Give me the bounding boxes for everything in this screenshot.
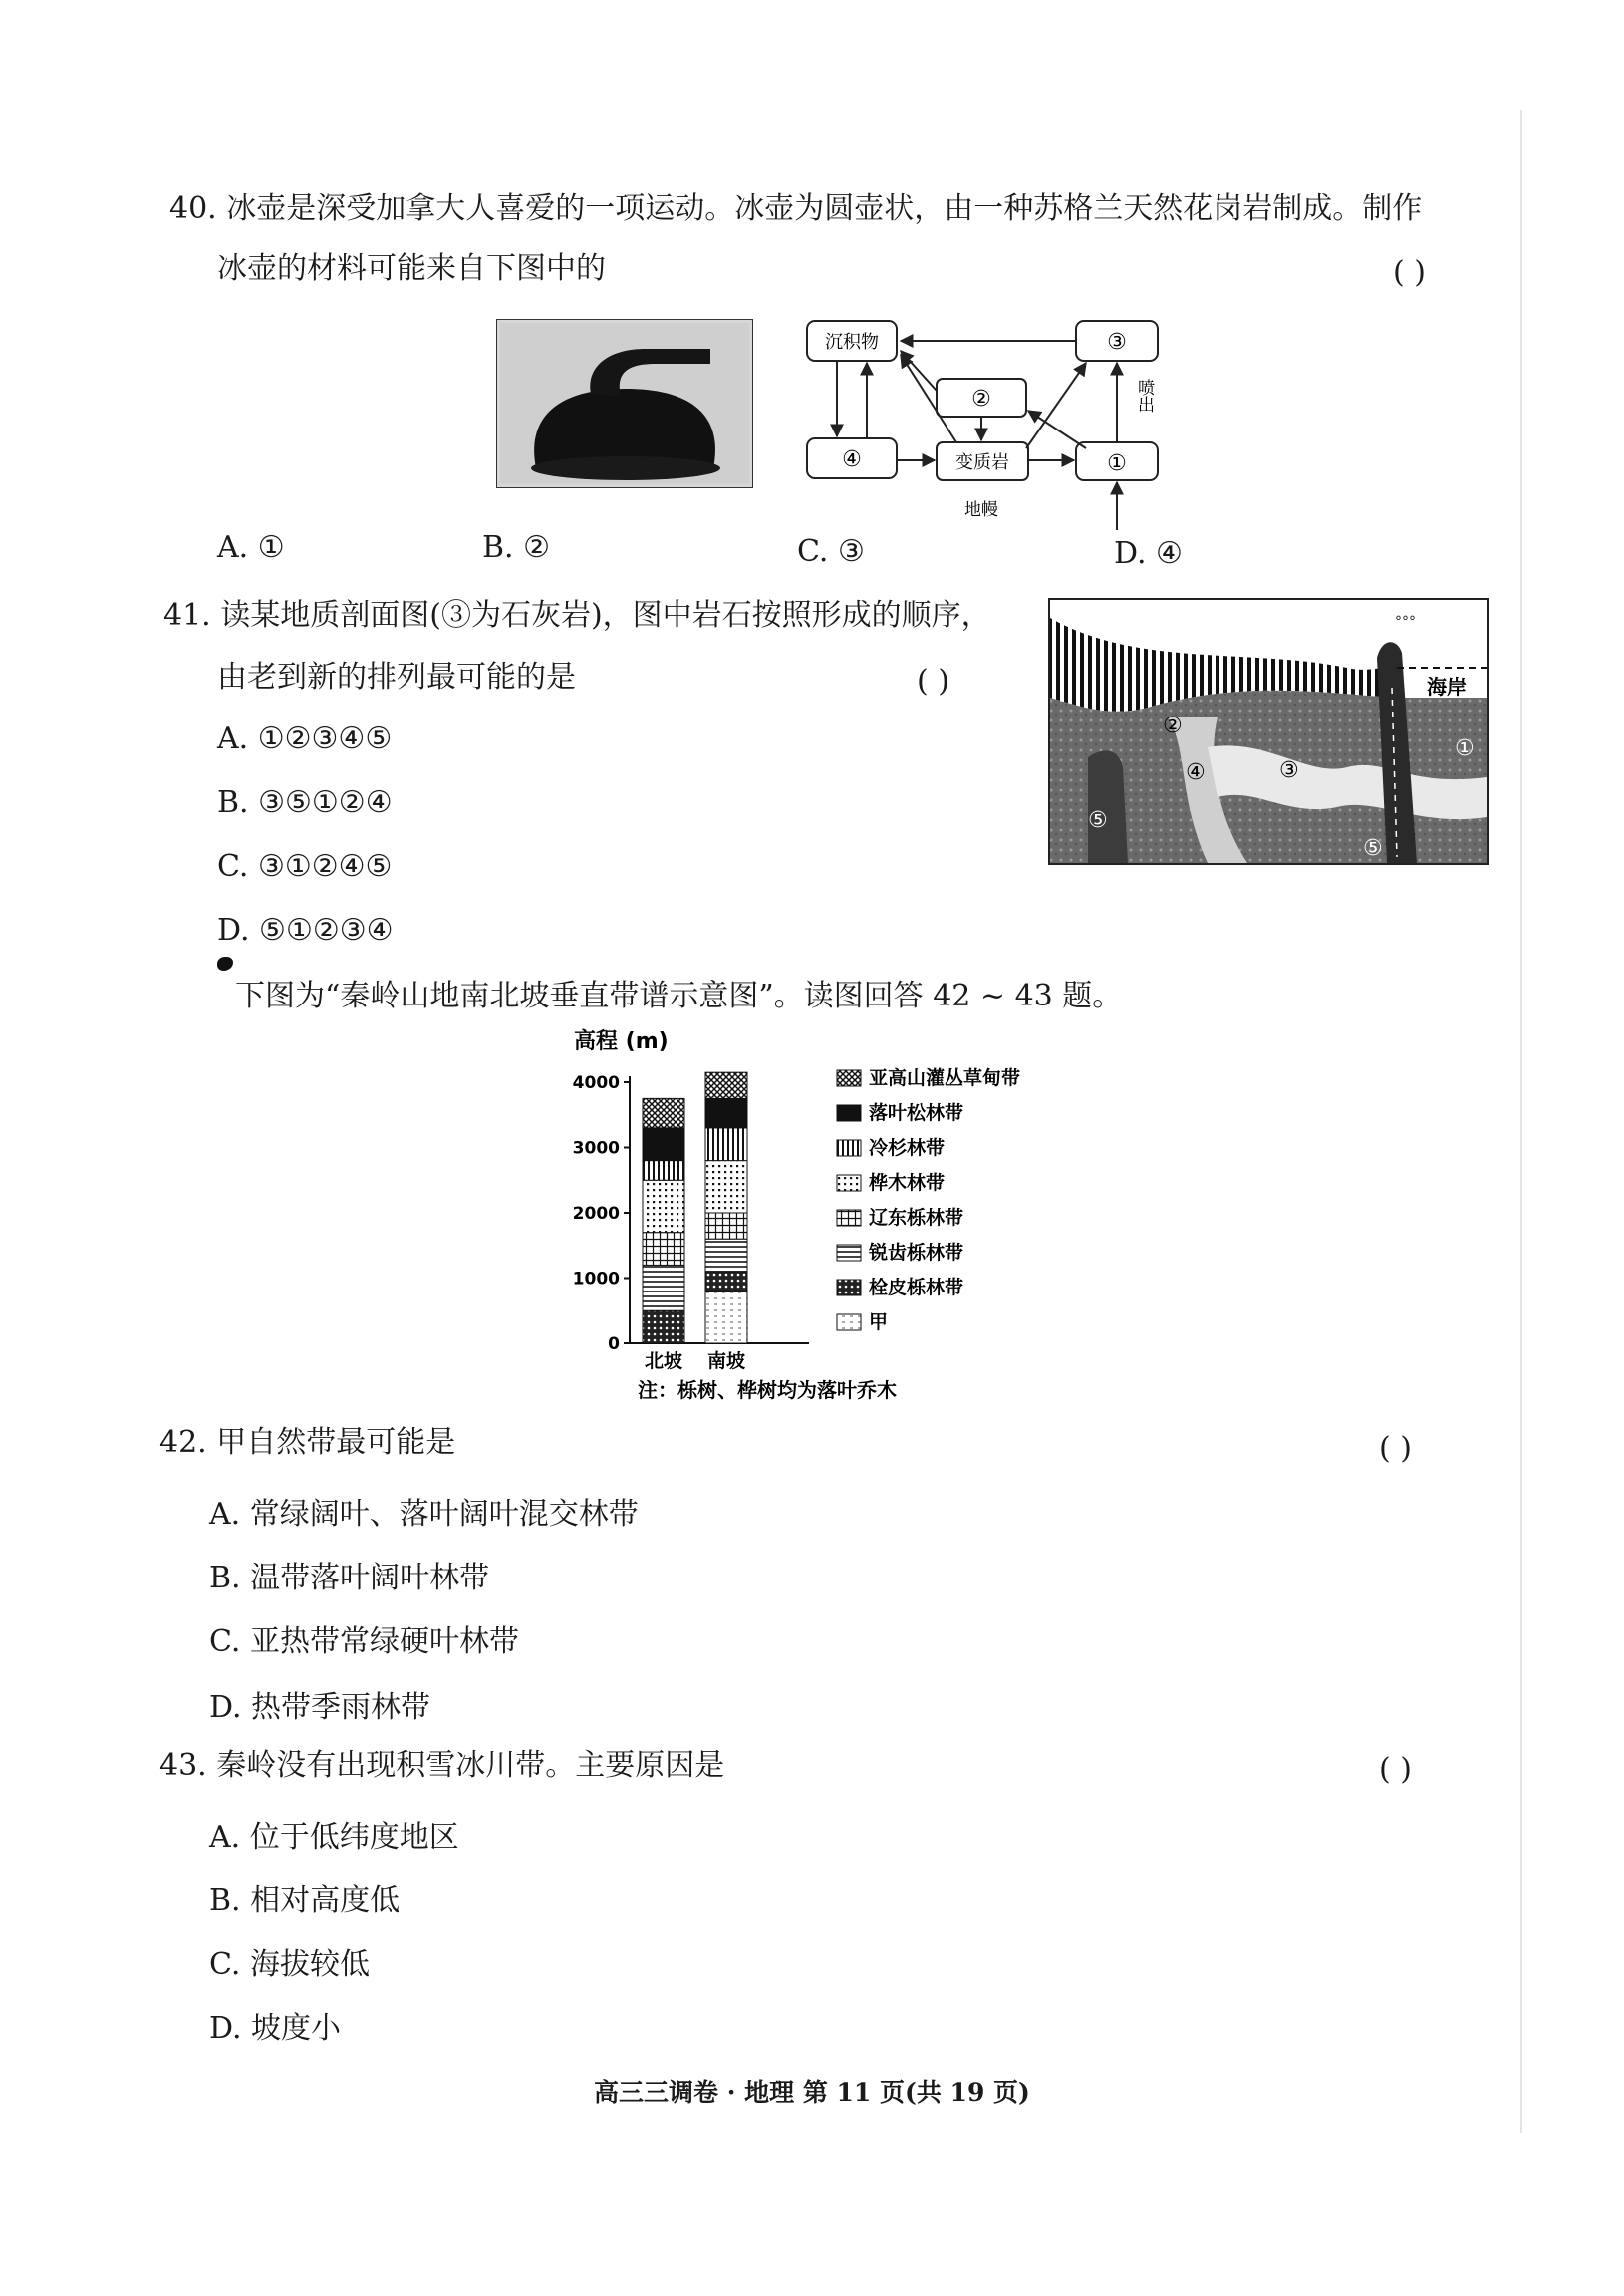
bar-segment (705, 1128, 747, 1161)
svg-text:°°°: °°° (1395, 614, 1416, 630)
q41-stem-line2: 由老到新的排列最可能的是 (217, 660, 576, 695)
legend-label: 栓皮栎林带 (869, 1277, 964, 1298)
q41-option-a[interactable]: A. ①②③④⑤ (217, 721, 393, 756)
q41-option-b[interactable]: B. ③⑤①②④ (217, 785, 393, 820)
bar-segment (643, 1233, 684, 1266)
y-tick-label: 0 (608, 1334, 620, 1354)
bar-segment (705, 1239, 747, 1272)
y-tick-label: 3000 (572, 1138, 620, 1159)
q43-answer-bracket: ( ) (1379, 1752, 1412, 1787)
label-rock2: ② (971, 387, 991, 412)
label-rock4: ④ (842, 447, 862, 472)
x-category-label: 北坡 (644, 1350, 683, 1372)
section-label-5-left: ⑤ (1088, 808, 1108, 833)
bar-segment (643, 1161, 684, 1181)
bar-segment (643, 1128, 684, 1161)
vertical-zonation-chart (538, 1026, 1136, 1405)
legend-label: 甲 (869, 1311, 889, 1333)
q43-option-d[interactable]: D. 坡度小 (209, 2011, 342, 2046)
bar-segment (705, 1098, 747, 1127)
section-label-3: ③ (1279, 758, 1299, 783)
q41-stem-line1: 41. 读某地质剖面图(③为石灰岩)，图中岩石按照形成的顺序， (163, 598, 991, 633)
q43-option-c[interactable]: C. 海拔较低 (209, 1947, 370, 1982)
legend-swatch (837, 1314, 861, 1330)
x-category-label: 南坡 (706, 1350, 746, 1372)
bar-segment (705, 1292, 747, 1343)
bar-segment (705, 1272, 747, 1292)
legend-label: 亚高山灌丛草甸带 (869, 1067, 1021, 1089)
section-label-4: ④ (1186, 760, 1206, 785)
legend-label: 锐齿栎林带 (869, 1242, 964, 1264)
q43-stem: 43. 秦岭没有出现积雪冰川带。主要原因是 (159, 1748, 725, 1783)
chart-y-axis-label: 高程 (m) (574, 1029, 669, 1054)
bar-segment (643, 1098, 684, 1127)
section-label-5-right: ⑤ (1363, 836, 1383, 861)
curling-stone-photo (496, 319, 753, 488)
legend-swatch (837, 1140, 861, 1156)
q43-option-b[interactable]: B. 相对高度低 (209, 1883, 401, 1918)
y-tick-label: 2000 (572, 1204, 620, 1224)
legend-label: 落叶松林带 (869, 1102, 964, 1124)
q42-answer-bracket: ( ) (1379, 1431, 1412, 1466)
q42-stem: 42. 甲自然带最可能是 (159, 1425, 456, 1460)
bar-segment (643, 1180, 684, 1232)
q40-option-d[interactable]: D. ④ (1114, 536, 1183, 571)
legend-label: 桦木林带 (869, 1172, 946, 1194)
legend-swatch (837, 1070, 861, 1086)
q42-option-c[interactable]: C. 亚热带常绿硬叶林带 (209, 1624, 519, 1659)
q41-option-d[interactable]: D. ⑤①②③④ (217, 913, 394, 948)
legend-swatch (837, 1280, 861, 1295)
q40-option-a[interactable]: A. ① (217, 530, 285, 565)
label-rock1: ① (1107, 451, 1127, 476)
q40-option-c[interactable]: C. ③ (797, 534, 865, 569)
q42-option-b[interactable]: B. 温带落叶阔叶林带 (209, 1561, 490, 1595)
q42-option-a[interactable]: A. 常绿阔叶、落叶阔叶混交林带 (209, 1497, 639, 1532)
label-coast: 海岸 (1427, 675, 1467, 699)
bar-segment (705, 1072, 747, 1098)
legend-swatch (837, 1245, 861, 1261)
q41-answer-bracket: ( ) (917, 664, 949, 699)
q40-stem-line2: 冰壶的材料可能来自下图中的 (217, 251, 606, 286)
rock-cycle-diagram (797, 311, 1176, 540)
bar-segment (705, 1161, 747, 1213)
bar-segment (643, 1265, 684, 1310)
q40-option-b[interactable]: B. ② (482, 530, 551, 565)
q40-stem-line1: 40. 冰壶是深受加拿大人喜爱的一项运动。冰壶为圆壶状，由一种苏格兰天然花岗岩制成。制作 (169, 191, 1423, 226)
y-tick-label: 4000 (572, 1073, 620, 1093)
chart-note: 注：栎树、桦树均为落叶乔木 (638, 1378, 897, 1402)
y-tick-label: 1000 (572, 1269, 620, 1290)
label-sediment: 沉积物 (825, 332, 879, 353)
page-edge-shadow (1520, 110, 1522, 2133)
q41-option-c[interactable]: C. ③①②④⑤ (217, 849, 393, 884)
page-footer: 高三三调卷 · 地理 第 11 页(共 19 页) (594, 2078, 1030, 2107)
bar-segment (705, 1213, 747, 1239)
label-metamorphic: 变质岩 (955, 452, 1009, 473)
bar-segment (643, 1310, 684, 1343)
section-label-1: ① (1455, 736, 1475, 761)
legend-swatch (837, 1175, 861, 1191)
legend-label: 冷杉林带 (869, 1137, 946, 1159)
label-magma: 地幔 (964, 500, 998, 520)
intro-text: 下图为“秦岭山地南北坡垂直带谱示意图”。读图回答 42 ~ 43 题。 (235, 979, 1123, 1013)
q40-answer-bracket: ( ) (1393, 255, 1426, 290)
geologic-cross-section (1048, 598, 1489, 865)
q43-option-a[interactable]: A. 位于低纬度地区 (209, 1820, 459, 1855)
label-erupt: 喷出 (1134, 379, 1154, 413)
label-rock3: ③ (1107, 330, 1127, 355)
ink-mark (217, 957, 233, 971)
legend-swatch (837, 1210, 861, 1226)
q42-option-d[interactable]: D. 热带季雨林带 (209, 1690, 431, 1725)
legend-swatch (837, 1105, 861, 1121)
legend-label: 辽东栎林带 (869, 1207, 964, 1229)
section-label-2: ② (1163, 714, 1183, 738)
